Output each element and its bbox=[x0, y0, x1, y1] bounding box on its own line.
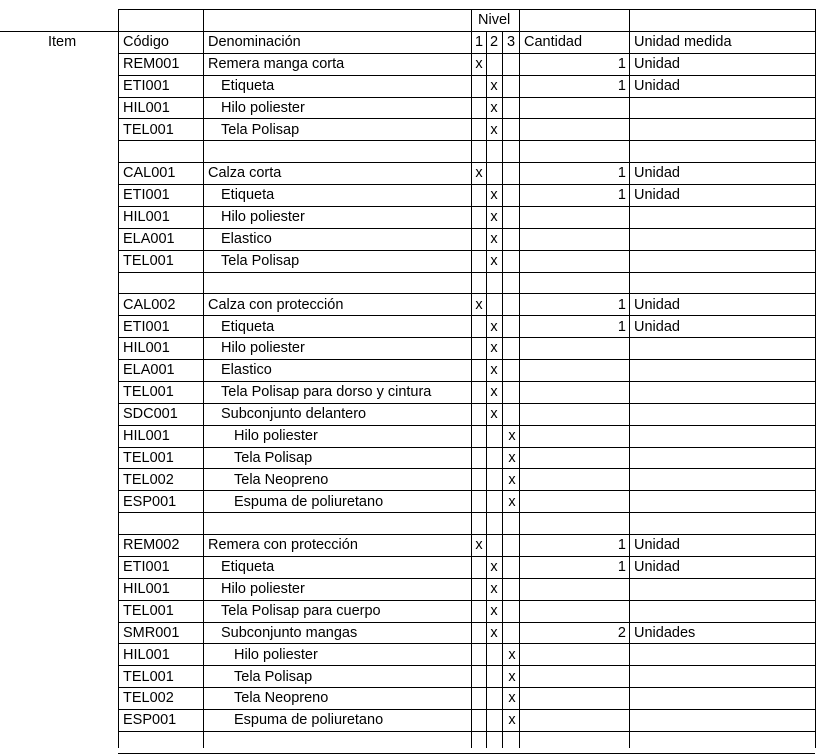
row-denominacion: Hilo poliester bbox=[234, 428, 318, 444]
grid-row-line bbox=[118, 490, 815, 491]
row-codigo: ETI001 bbox=[123, 319, 170, 335]
row-denominacion: Calza corta bbox=[208, 165, 282, 181]
row-nivel-mark: x bbox=[490, 122, 498, 138]
row-cantidad: 2 bbox=[617, 625, 626, 641]
row-denominacion: Etiqueta bbox=[221, 319, 275, 335]
grid-row-line bbox=[118, 687, 815, 688]
row-denominacion: Etiqueta bbox=[221, 78, 275, 94]
row-nivel-mark: x bbox=[508, 494, 516, 510]
row-nivel-mark: x bbox=[508, 450, 516, 466]
row-unidad: Unidad bbox=[634, 537, 680, 553]
row-unidad: Unidad bbox=[634, 78, 680, 94]
grid-row-line bbox=[118, 665, 815, 666]
row-cantidad: 1 bbox=[617, 187, 626, 203]
row-unidad: Unidades bbox=[634, 625, 696, 641]
row-nivel-mark: x bbox=[490, 625, 498, 641]
row-codigo: SDC001 bbox=[123, 406, 178, 422]
row-codigo: TEL001 bbox=[123, 253, 174, 269]
row-codigo: CAL001 bbox=[123, 165, 176, 181]
row-denominacion: Tela Neopreno bbox=[234, 472, 329, 488]
grid-column-line bbox=[486, 31, 487, 748]
row-codigo: ETI001 bbox=[123, 187, 170, 203]
row-denominacion: Subconjunto mangas bbox=[221, 625, 358, 641]
row-cantidad: 1 bbox=[617, 165, 626, 181]
row-codigo: HIL001 bbox=[123, 100, 170, 116]
row-codigo: HIL001 bbox=[123, 647, 170, 663]
row-cantidad: 1 bbox=[617, 319, 626, 335]
row-nivel-mark: x bbox=[490, 581, 498, 597]
row-nivel-mark: x bbox=[490, 78, 498, 94]
row-codigo: HIL001 bbox=[123, 428, 170, 444]
row-cantidad: 1 bbox=[617, 537, 626, 553]
row-unidad: Unidad bbox=[634, 559, 680, 575]
row-denominacion: Elastico bbox=[221, 231, 272, 247]
row-denominacion: Hilo poliester bbox=[221, 100, 305, 116]
row-denominacion: Tela Polisap bbox=[234, 450, 313, 466]
row-codigo: TEL002 bbox=[123, 472, 174, 488]
row-codigo: SMR001 bbox=[123, 625, 180, 641]
grid-row-line bbox=[118, 9, 815, 10]
row-unidad: Unidad bbox=[634, 56, 680, 72]
row-unidad: Unidad bbox=[634, 297, 680, 313]
row-codigo: ETI001 bbox=[123, 559, 170, 575]
row-unidad: Unidad bbox=[634, 165, 680, 181]
row-nivel-mark: x bbox=[475, 165, 483, 181]
row-nivel-mark: x bbox=[508, 472, 516, 488]
header-nivel-1: 1 bbox=[474, 34, 484, 50]
grid-row-line bbox=[118, 512, 815, 513]
grid-row-line bbox=[118, 468, 815, 469]
grid-column-line bbox=[815, 9, 816, 748]
row-codigo: TEL002 bbox=[123, 690, 174, 706]
header-unidad: Unidad medida bbox=[634, 34, 732, 50]
row-codigo: REM002 bbox=[123, 537, 180, 553]
row-denominacion: Hilo poliester bbox=[221, 209, 305, 225]
row-denominacion: Hilo poliester bbox=[234, 647, 318, 663]
row-denominacion: Tela Polisap bbox=[221, 253, 300, 269]
row-unidad: Unidad bbox=[634, 319, 680, 335]
row-codigo: ELA001 bbox=[123, 362, 175, 378]
grid-row-line bbox=[118, 731, 815, 732]
header-nivel: Nivel bbox=[478, 12, 511, 28]
row-denominacion: Etiqueta bbox=[221, 187, 275, 203]
row-codigo: HIL001 bbox=[123, 581, 170, 597]
grid-row-line bbox=[118, 753, 815, 754]
row-denominacion: Tela Polisap para dorso y cintura bbox=[221, 384, 432, 400]
row-nivel-mark: x bbox=[508, 712, 516, 728]
header-item: Item bbox=[48, 34, 77, 50]
row-codigo: HIL001 bbox=[123, 340, 170, 356]
row-codigo: TEL001 bbox=[123, 669, 174, 685]
row-codigo: CAL002 bbox=[123, 297, 176, 313]
grid-column-line bbox=[471, 9, 472, 748]
row-nivel-mark: x bbox=[475, 297, 483, 313]
row-nivel-mark: x bbox=[490, 209, 498, 225]
row-codigo: ESP001 bbox=[123, 494, 177, 510]
row-denominacion: Hilo poliester bbox=[221, 340, 305, 356]
row-nivel-mark: x bbox=[490, 340, 498, 356]
row-nivel-mark: x bbox=[508, 669, 516, 685]
row-denominacion: Elastico bbox=[221, 362, 272, 378]
row-denominacion: Hilo poliester bbox=[221, 581, 305, 597]
header-denominacion: Denominación bbox=[208, 34, 301, 50]
row-codigo: TEL001 bbox=[123, 450, 174, 466]
row-denominacion: Tela Neopreno bbox=[234, 690, 329, 706]
row-denominacion: Remera manga corta bbox=[208, 56, 345, 72]
row-nivel-mark: x bbox=[490, 231, 498, 247]
row-nivel-mark: x bbox=[490, 406, 498, 422]
row-nivel-mark: x bbox=[490, 559, 498, 575]
row-nivel-mark: x bbox=[508, 690, 516, 706]
header-nivel-3: 3 bbox=[506, 34, 516, 50]
header-cantidad: Cantidad bbox=[524, 34, 583, 50]
grid-row-line bbox=[118, 425, 815, 426]
row-nivel-mark: x bbox=[490, 100, 498, 116]
row-nivel-mark: x bbox=[490, 187, 498, 203]
row-denominacion: Tela Polisap para cuerpo bbox=[221, 603, 381, 619]
row-cantidad: 1 bbox=[617, 56, 626, 72]
row-nivel-mark: x bbox=[490, 362, 498, 378]
row-denominacion: Tela Polisap bbox=[221, 122, 300, 138]
row-cantidad: 1 bbox=[617, 559, 626, 575]
row-nivel-mark: x bbox=[508, 647, 516, 663]
header-nivel-2: 2 bbox=[489, 34, 499, 50]
row-codigo: ELA001 bbox=[123, 231, 175, 247]
row-denominacion: Etiqueta bbox=[221, 559, 275, 575]
row-nivel-mark: x bbox=[490, 603, 498, 619]
row-cantidad: 1 bbox=[617, 78, 626, 94]
row-codigo: HIL001 bbox=[123, 209, 170, 225]
grid-column-line bbox=[519, 9, 520, 748]
grid-row-line bbox=[118, 272, 815, 273]
row-denominacion: Espuma de poliuretano bbox=[234, 712, 384, 728]
grid-row-line bbox=[118, 447, 815, 448]
row-codigo: REM001 bbox=[123, 56, 180, 72]
grid-row-line bbox=[118, 709, 815, 710]
row-denominacion: Remera con protección bbox=[208, 537, 358, 553]
row-nivel-mark: x bbox=[490, 319, 498, 335]
row-codigo: TEL001 bbox=[123, 603, 174, 619]
grid-column-line bbox=[629, 9, 630, 748]
grid-column-line bbox=[502, 31, 503, 748]
grid-column-line bbox=[203, 9, 204, 748]
row-codigo: TEL001 bbox=[123, 384, 174, 400]
row-denominacion: Subconjunto delantero bbox=[221, 406, 367, 422]
row-unidad: Unidad bbox=[634, 187, 680, 203]
row-cantidad: 1 bbox=[617, 297, 626, 313]
row-codigo: TEL001 bbox=[123, 122, 174, 138]
row-nivel-mark: x bbox=[508, 428, 516, 444]
row-denominacion: Calza con protección bbox=[208, 297, 344, 313]
row-denominacion: Espuma de poliuretano bbox=[234, 494, 384, 510]
row-codigo: ETI001 bbox=[123, 78, 170, 94]
row-denominacion: Tela Polisap bbox=[234, 669, 313, 685]
grid-column-line bbox=[118, 9, 119, 748]
row-nivel-mark: x bbox=[475, 56, 483, 72]
row-nivel-mark: x bbox=[475, 537, 483, 553]
row-nivel-mark: x bbox=[490, 384, 498, 400]
row-codigo: ESP001 bbox=[123, 712, 177, 728]
header-codigo: Código bbox=[123, 34, 169, 50]
row-nivel-mark: x bbox=[490, 253, 498, 269]
